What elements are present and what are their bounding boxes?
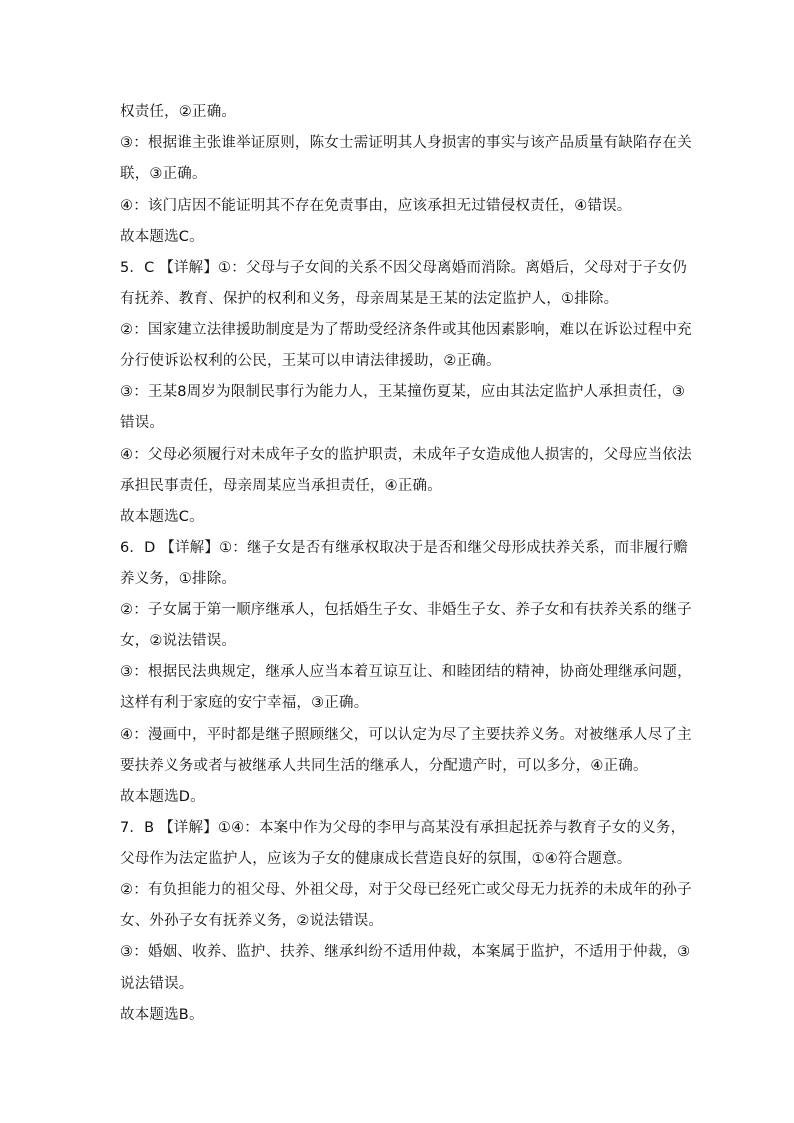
text-line: ③：根据谁主张谁举证原则，陈女士需证明其人身损害的事实与该产品质量有缺陷存在关: [120, 135, 692, 151]
text-line: 故本题选D。: [120, 789, 205, 805]
text-line: ④：该门店因不能证明其不存在免责事由，应该承担无过错侵权责任，④错误。: [120, 198, 632, 214]
text-line: ②：国家建立法律援助制度是为了帮助受经济条件或其他因素影响，难以在诉讼过程中充: [120, 322, 692, 338]
text-line: 承担民事责任，母亲周某应当承担责任，④正确。: [120, 478, 442, 494]
text-line: 要扶养义务或者与被继承人共同生活的继承人，分配遗产时，可以多分，④正确。: [120, 758, 648, 774]
text-line: 故本题选C。: [120, 509, 204, 525]
text-line: 联，③正确。: [120, 166, 207, 182]
text-line: 错误。: [120, 415, 165, 431]
text-line: 5．C 【详解】①：父母与子女间的关系不因父母离婚而消除。离婚后，父母对于子女仍: [120, 260, 687, 276]
text-line: 有抚养、教育、保护的权利和义务，母亲周某是王某的法定监护人，①排除。: [120, 291, 619, 307]
text-line: ④：父母必须履行对未成年子女的监护职责，未成年子女造成他人损害的，父母应当依法: [120, 447, 692, 463]
text-line: ③：婚姻、收养、监护、扶养、继承纠纷不适用仲裁，本案属于监护，不适用于仲裁，③: [120, 944, 691, 960]
text-line: ②：有负担能力的祖父母、外祖父母，对于父母已经死亡或父母无力抚养的未成年的孙子: [120, 882, 692, 898]
text-line: 说法错误。: [120, 976, 194, 992]
text-line: 女、外孙子女有抚养义务，②说法错误。: [120, 913, 384, 929]
text-line: ②：子女属于第一顺序继承人，包括婚生子女、非婚生子女、养子女和有扶养关系的继子: [120, 602, 692, 618]
text-line: ④：漫画中，平时都是继子照顾继父，可以认定为尽了主要扶养义务。对被继承人尽了主: [120, 727, 692, 743]
text-line: ③：根据民法典规定，继承人应当本着互谅互让、和睦团结的精神，协商处理继承问题，: [120, 664, 692, 680]
text-line: ③：王某8周岁为限制民事行为能力人，王某撞伤夏某，应由其法定监护人承担责任，③: [120, 384, 686, 400]
text-line: 故本题选C。: [120, 229, 204, 245]
text-line: 女，②说法错误。: [120, 633, 237, 649]
text-line: 这样有利于家庭的安宁幸福，③正确。: [120, 695, 369, 711]
text-line: 故本题选B。: [120, 1007, 204, 1023]
text-line: 分行使诉讼权利的公民，王某可以申请法律援助，②正确。: [120, 353, 501, 369]
text-line: 养义务，①排除。: [120, 571, 237, 587]
text-line: 6．D 【详解】①：继子女是否有继承权取决于是否和继父母形成扶养关系，而非履行赡: [120, 540, 688, 556]
text-line: 7．B 【详解】①④：本案中作为父母的李甲与高某没有承担起抚养与教育子女的义务，: [120, 820, 686, 836]
text-line: 权责任，②正确。: [120, 104, 237, 120]
text-line: 父母作为法定监护人，应该为子女的健康成长营造良好的氛围，①④符合题意。: [120, 851, 632, 867]
